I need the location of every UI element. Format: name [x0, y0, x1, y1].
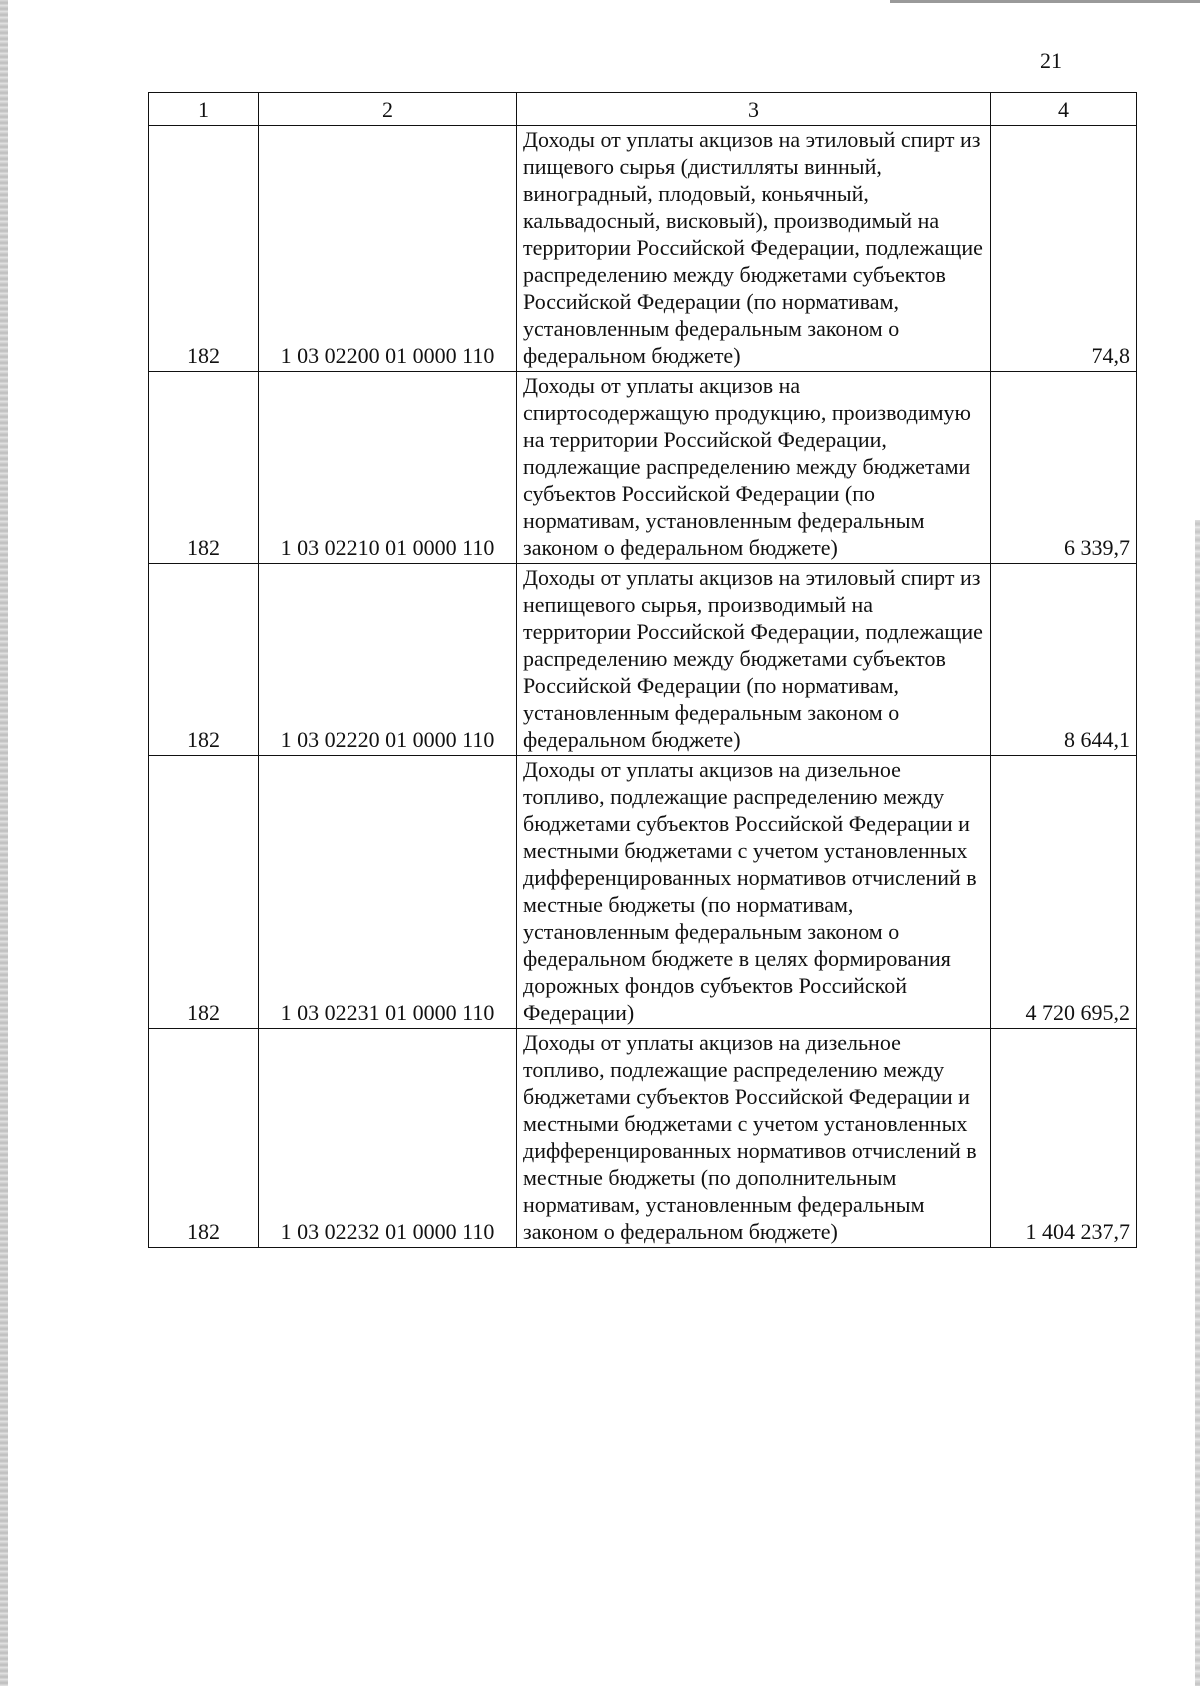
admin-code-cell: 182	[149, 564, 259, 756]
amount-cell: 4 720 695,2	[991, 756, 1137, 1029]
amount-cell: 8 644,1	[991, 564, 1137, 756]
column-header-4: 4	[991, 93, 1137, 126]
amount-cell: 1 404 237,7	[991, 1029, 1137, 1248]
scan-edge-top	[890, 0, 1200, 3]
budget-code-cell: 1 03 02200 01 0000 110	[259, 126, 517, 372]
table-row	[149, 372, 1137, 564]
budget-code-cell: 1 03 02210 01 0000 110	[259, 372, 517, 564]
description-cell: Доходы от уплаты акцизов на спиртосодержащую продукцию, производимую на территории Российской Федерации, подлежащие распределению между бюджетами субъектов Российской Федерации (по нормативам, установленным федеральным законом о федеральном бюджете)	[517, 372, 991, 564]
scan-edge-right	[1195, 520, 1200, 1686]
table-row	[149, 126, 1137, 372]
description-cell: Доходы от уплаты акцизов на дизельное топливо, подлежащие распределению между бюджетами субъектов Российской Федерации и местными бюджетами с учетом установленных дифференцированных нормативов отчислений в местные бюджеты (по нормативам, установленным федеральным законом о федеральном бюджете в целях формирования дорожных фондов субъектов Российской Федерации)	[517, 756, 991, 1029]
revenue-table	[148, 92, 1137, 1248]
budget-code-cell: 1 03 02220 01 0000 110	[259, 564, 517, 756]
column-header-2: 2	[259, 93, 517, 126]
table-row	[149, 1029, 1137, 1248]
scan-edge-left	[0, 0, 8, 1686]
admin-code-cell: 182	[149, 372, 259, 564]
admin-code-cell: 182	[149, 756, 259, 1029]
budget-code-cell: 1 03 02232 01 0000 110	[259, 1029, 517, 1248]
description-cell: Доходы от уплаты акцизов на этиловый спирт из непищевого сырья, производимый на территории Российской Федерации, подлежащие распределению между бюджетами субъектов Российской Федерации (по нормативам, установленным федеральным законом о федеральном бюджете)	[517, 564, 991, 756]
budget-code-cell: 1 03 02231 01 0000 110	[259, 756, 517, 1029]
description-cell: Доходы от уплаты акцизов на этиловый спирт из пищевого сырья (дистилляты винный, виноградный, плодовый, коньячный, кальвадосный, висковый), производимый на территории Российской Федерации, подлежащие распределению между бюджетами субъектов Российской Федерации (по нормативам, установленным федеральным законом о федеральном бюджете)	[517, 126, 991, 372]
amount-cell: 6 339,7	[991, 372, 1137, 564]
admin-code-cell: 182	[149, 126, 259, 372]
admin-code-cell: 182	[149, 1029, 259, 1248]
description-cell: Доходы от уплаты акцизов на дизельное топливо, подлежащие распределению между бюджетами субъектов Российской Федерации и местными бюджетами с учетом установленных дифференцированных нормативов отчислений в местные бюджеты (по дополнительным нормативам, установленным федеральным законом о федеральном бюджете)	[517, 1029, 991, 1248]
page-number: 21	[1040, 48, 1062, 73]
table-header-row	[149, 93, 1137, 126]
table-row	[149, 756, 1137, 1029]
column-header-3: 3	[517, 93, 991, 126]
column-header-1: 1	[149, 93, 259, 126]
amount-cell: 74,8	[991, 126, 1137, 372]
table-row	[149, 564, 1137, 756]
